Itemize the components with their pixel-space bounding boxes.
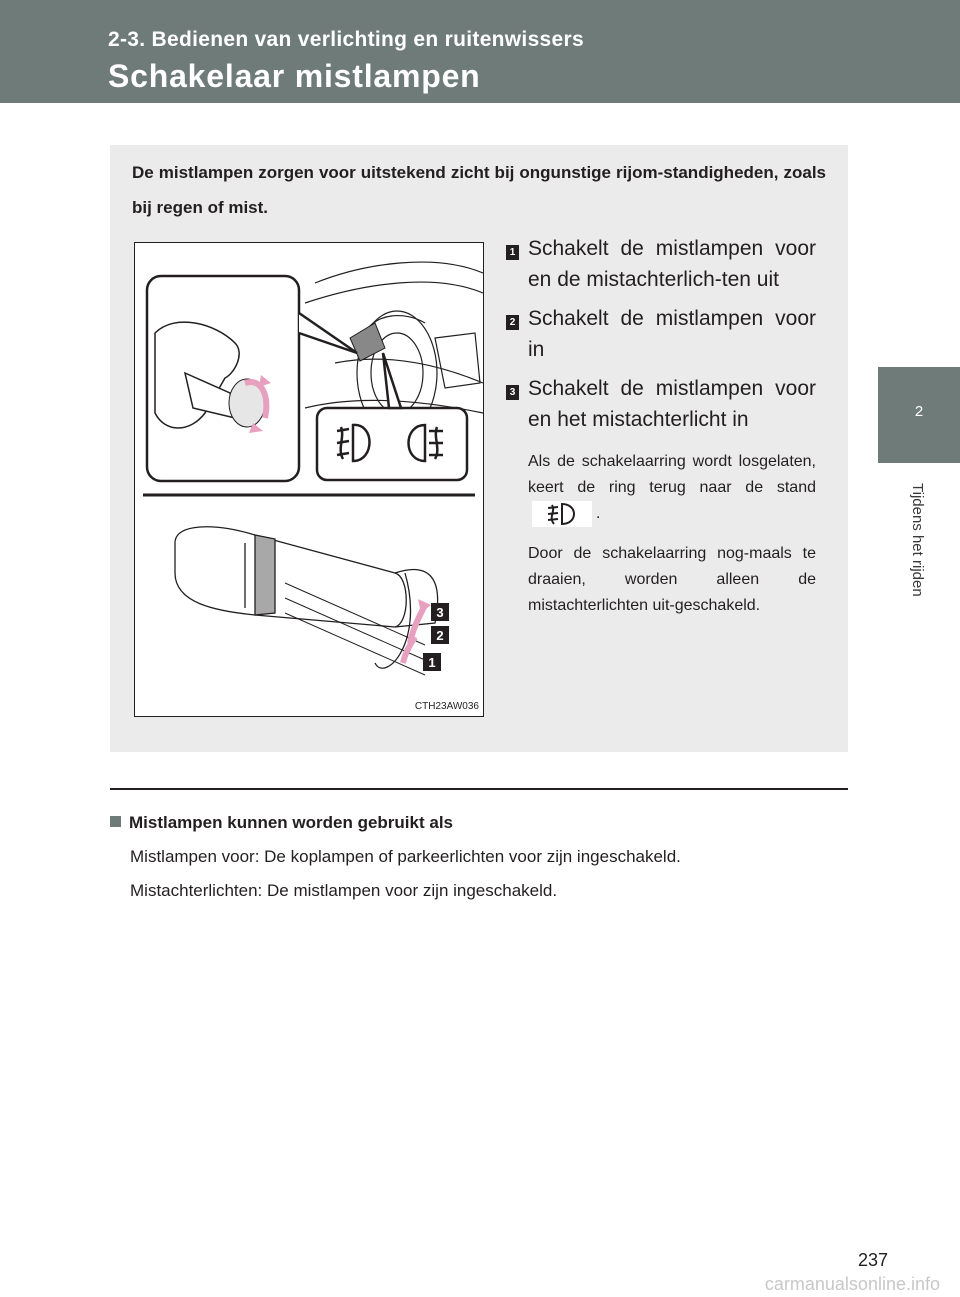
chapter-title-vertical xyxy=(898,483,938,643)
usage-conditions xyxy=(110,806,848,908)
illustration-drawing xyxy=(135,243,485,718)
chapter-title: Tijdens het rijden xyxy=(909,483,926,597)
condition-front-fog: Mistlampen voor: De koplampen of parkeerlichten voor zijn ingeschakeld. xyxy=(130,847,681,866)
step-2 xyxy=(506,303,816,365)
figure-code: CTH23AW036 xyxy=(414,701,479,712)
conditions-heading-text: Mistlampen kunnen worden gebruikt als xyxy=(129,813,453,832)
watermark-strip xyxy=(0,1270,960,1297)
step-1 xyxy=(506,233,816,295)
intro-box xyxy=(110,145,848,752)
intro-text: De mistlampen zorgen voor uitstekend zicht bij ongunstige rijom-standigheden, zoals bij regen of mist. xyxy=(132,163,826,217)
callout-1: 1 xyxy=(428,655,436,670)
step-badge-1: 1 xyxy=(506,245,519,260)
chapter-tab-block xyxy=(878,367,960,463)
watermark-text: carmanualsonline.info xyxy=(764,1274,940,1294)
note-release xyxy=(506,449,816,527)
step-text-3: Schakelt de mistlampen voor en het mistachterlicht in xyxy=(528,377,816,431)
fog-switch-illustration xyxy=(134,242,484,717)
page-number: 237 xyxy=(857,1250,888,1270)
callout-3: 3 xyxy=(436,605,444,620)
condition-rear-fog: Mistachterlichten: De mistlampen voor zijn ingeschakeld. xyxy=(130,881,558,900)
front-fog-lamp-inline-icon xyxy=(532,501,592,527)
step-list xyxy=(506,233,816,619)
chapter-number: 2 xyxy=(914,403,924,420)
step-badge-2: 2 xyxy=(506,315,519,330)
step-text-1: Schakelt de mistlampen voor en de mistachterlich-ten uit xyxy=(528,237,816,291)
callout-badges xyxy=(423,603,449,671)
page-header xyxy=(0,0,960,103)
step-badge-3: 3 xyxy=(506,385,519,400)
section-title: 2-3. Bedienen van verlichting en ruitenwissers xyxy=(108,28,584,51)
callout-2: 2 xyxy=(436,628,444,643)
note-release-end: . xyxy=(596,505,601,523)
note-turn-again: Door de schakelaarring nog-maals te draaien, worden alleen de mistachterlichten uit-geschakeld. xyxy=(528,545,816,615)
section-divider xyxy=(110,788,848,790)
note-release-text: Als de schakelaarring wordt losgelaten, keert de ring terug naar de stand xyxy=(528,453,816,496)
bullet-square-icon xyxy=(110,816,121,827)
chapter-side-tab xyxy=(878,103,960,1203)
page-title: Schakelaar mistlampen xyxy=(108,58,481,94)
step-text-2: Schakelt de mistlampen voor in xyxy=(528,307,816,361)
step-3 xyxy=(506,373,816,435)
conditions-heading xyxy=(110,806,848,840)
